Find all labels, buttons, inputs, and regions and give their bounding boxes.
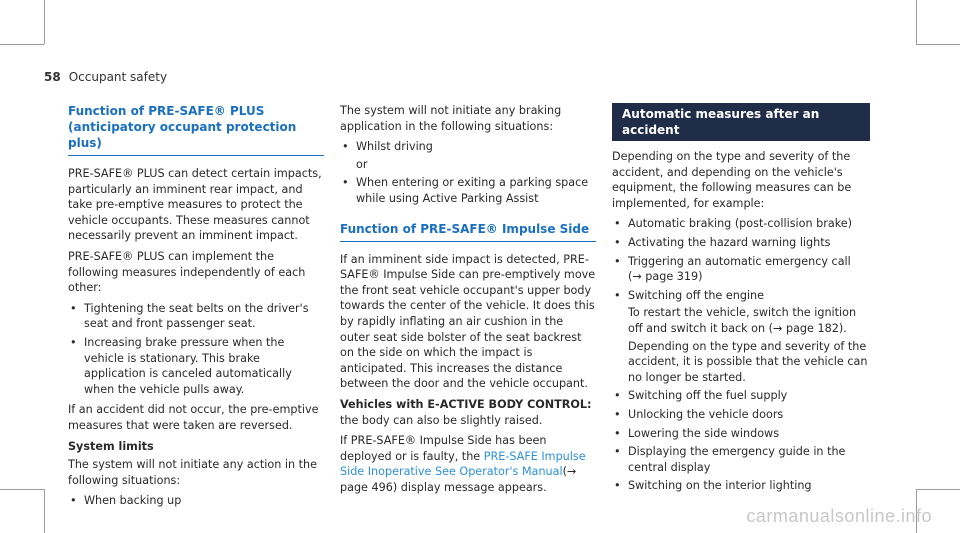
- list-item: [612, 288, 870, 386]
- text: (→ page 496) display message appears.: [340, 465, 577, 494]
- sub-paragraph: To restart the vehicle, switch the ignition off and switch it back on (→ page 182).: [628, 306, 857, 335]
- text: If PRE-SAFE® Impulse Side has been deployed or is faulty, the: [340, 434, 547, 463]
- heading-impulse-side: Function of PRE-SAFE® Impulse Side: [340, 221, 596, 242]
- crop-mark: [0, 489, 44, 490]
- page-header: [44, 70, 167, 84]
- crop-mark: [44, 0, 45, 44]
- paragraph: Depending on the type and severity of the accident, and depending on the vehicle's equipment, the following measures can be implemented, for example:: [612, 150, 852, 210]
- list-item: • When entering or exiting a parking space while using Active Parking Assist: [340, 175, 596, 206]
- heading-automatic-measures: Automatic measures after an accident: [612, 103, 870, 141]
- vehicles-label: Vehicles with E-ACTIVE BODY CONTROL:: [340, 397, 592, 411]
- bullet-list: [68, 493, 324, 509]
- column-2: [340, 103, 596, 500]
- heading-pre-safe-plus: Function of PRE-SAFE® PLUS (anticipatory occupant protection plus): [68, 103, 324, 156]
- column-1: [68, 103, 324, 514]
- display-message-link[interactable]: PRE-SAFE Impulse Side Inoperative See Operator's Manual: [340, 449, 586, 479]
- list-item: [612, 254, 870, 285]
- crop-mark: [916, 44, 960, 45]
- column-3: [612, 103, 870, 499]
- list-item: • When backing up: [68, 493, 324, 509]
- paragraph: [340, 433, 596, 495]
- crop-mark: [0, 44, 44, 45]
- paragraph: The system will not initiate any braking application in the following situations:: [340, 104, 562, 133]
- list-item: • Increasing brake pressure when the vehicle is stationary. This brake application is canceled automatically when the vehicle pulls away.: [68, 335, 324, 397]
- bullet-list: [340, 139, 596, 206]
- crop-mark: [44, 489, 45, 533]
- paragraph: If an accident did not occur, the pre-emptive measures that were taken are reversed.: [68, 403, 319, 432]
- heading-system-limits: System limits: [68, 439, 154, 453]
- watermark: carmanualsonline.info: [746, 506, 932, 526]
- bullet-list: [612, 216, 870, 494]
- bullet-list: [68, 301, 324, 398]
- list-item: • Switching off the fuel supply: [612, 388, 870, 404]
- paragraph: [340, 397, 596, 428]
- sub-paragraph: Depending on the type and severity of the accident, it is possible that the vehicle can no longer be started.: [628, 339, 868, 384]
- section-title: Occupant safety: [68, 70, 168, 84]
- crop-mark: [916, 0, 917, 44]
- paragraph: If an imminent side impact is detected, PRE-SAFE® Impulse Side can pre-emptively move the front seat vehicle occupant's upper body towards the center of the vehicle. It does this by rapidly inflating an air cushion in the outer seat side bolster of the seat backrest on the side on which the impact is anticipated. This increases the distance between the door and the vehicle occupant.: [340, 252, 596, 391]
- paragraph: PRE-SAFE® PLUS can implement the following measures independently of each other:: [68, 249, 306, 295]
- list-item: [340, 139, 596, 172]
- list-item-text: Switching off the engine: [628, 288, 765, 302]
- page-reference: (→ page 319): [628, 270, 703, 284]
- paragraph: The system will not initiate any action in the following situations:: [68, 458, 317, 487]
- list-item: • Switching on the interior lighting: [612, 478, 870, 494]
- crop-mark: [916, 489, 960, 490]
- list-item-text: Triggering an automatic emergency call: [628, 254, 851, 268]
- list-item: • Tightening the seat belts on the driver's seat and front passenger seat.: [68, 301, 324, 332]
- vehicles-text: the body can also be slightly raised.: [340, 413, 543, 427]
- paragraph: PRE-SAFE® PLUS can detect certain impacts, particularly an imminent rear impact, and take pre-emptive measures to protect the vehicle occupants. These measures cannot necessarily prevent an imminent impact.: [68, 167, 322, 243]
- list-item: • Lowering the side windows: [612, 426, 870, 442]
- list-item: • Displaying the emergency guide in the central display: [612, 444, 870, 475]
- list-item-text: Whilst driving: [356, 140, 433, 154]
- or-text: or: [356, 157, 368, 171]
- list-item: • Activating the hazard warning lights: [612, 235, 870, 251]
- list-item: • Unlocking the vehicle doors: [612, 407, 870, 423]
- page-number: 58: [44, 70, 61, 84]
- list-item: • Automatic braking (post-collision brake): [612, 216, 870, 232]
